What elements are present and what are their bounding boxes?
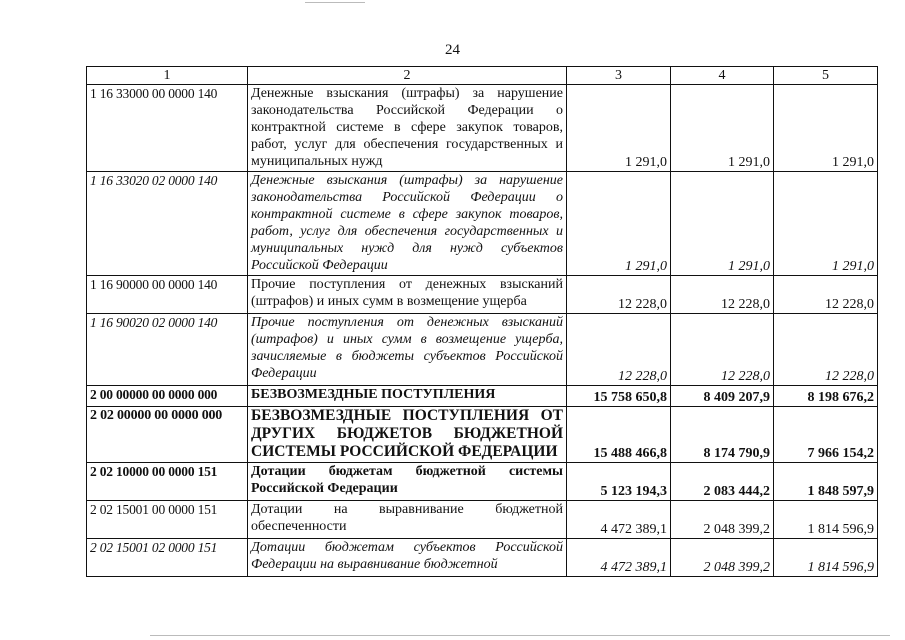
table-row — [87, 85, 878, 172]
item-name: Прочие поступления от денежных взысканий (штрафов) и иных сумм в возмещение ущерба — [248, 276, 567, 314]
value-col4: 8 409 207,9 — [671, 386, 774, 407]
value-col5: 12 228,0 — [774, 314, 878, 386]
table-row — [87, 463, 878, 501]
budget-table — [86, 66, 878, 577]
item-name: БЕЗВОЗМЕЗДНЫЕ ПОСТУПЛЕНИЯ — [248, 386, 567, 407]
budget-code: 1 16 33020 02 0000 140 — [87, 172, 248, 276]
column-header: 3 — [567, 67, 671, 85]
value-col3: 5 123 194,3 — [567, 463, 671, 501]
item-name: Денежные взыскания (штрафы) за нарушение законодательства Российской Федерации о контрактной системе в сфере закупок товаров, работ, услуг для обеспечения государственных и муниципальных нужд — [248, 85, 567, 172]
budget-code: 2 02 10000 00 0000 151 — [87, 463, 248, 501]
budget-code: 2 02 00000 00 0000 000 — [87, 407, 248, 463]
value-col5: 7 966 154,2 — [774, 407, 878, 463]
table-row — [87, 501, 878, 539]
item-name: Денежные взыскания (штрафы) за нарушение законодательства Российской Федерации о контрактной системе в сфере закупок товаров, работ, услуг для обеспечения государственных и муниципальных нужд для нужд субъектов Российской Федерации — [248, 172, 567, 276]
item-name: Дотации на выравнивание бюджетной обеспеченности — [248, 501, 567, 539]
value-col4: 2 083 444,2 — [671, 463, 774, 501]
item-name: Дотации бюджетам бюджетной системы Российской Федерации — [248, 463, 567, 501]
table-row — [87, 407, 878, 463]
value-col3: 15 758 650,8 — [567, 386, 671, 407]
value-col3: 15 488 466,8 — [567, 407, 671, 463]
value-col4: 2 048 399,2 — [671, 539, 774, 577]
budget-code: 2 02 15001 02 0000 151 — [87, 539, 248, 577]
column-header: 2 — [248, 67, 567, 85]
value-col5: 1 814 596,9 — [774, 501, 878, 539]
value-col4: 12 228,0 — [671, 276, 774, 314]
item-name: Прочие поступления от денежных взысканий (штрафов) и иных сумм в возмещение ущерба, зачисляемые в бюджеты субъектов Российской Федерации — [248, 314, 567, 386]
value-col4: 1 291,0 — [671, 172, 774, 276]
table-row — [87, 172, 878, 276]
item-name: Дотации бюджетам субъектов Российской Федерации на выравнивание бюджетной — [248, 539, 567, 577]
value-col5: 1 291,0 — [774, 85, 878, 172]
bottom-rule — [150, 635, 890, 636]
value-col5: 1 814 596,9 — [774, 539, 878, 577]
value-col3: 4 472 389,1 — [567, 501, 671, 539]
value-col4: 12 228,0 — [671, 314, 774, 386]
value-col4: 2 048 399,2 — [671, 501, 774, 539]
value-col4: 1 291,0 — [671, 85, 774, 172]
value-col3: 4 472 389,1 — [567, 539, 671, 577]
budget-code: 1 16 90000 00 0000 140 — [87, 276, 248, 314]
column-header: 1 — [87, 67, 248, 85]
value-col3: 1 291,0 — [567, 85, 671, 172]
value-col5: 1 848 597,9 — [774, 463, 878, 501]
column-header: 4 — [671, 67, 774, 85]
value-col3: 12 228,0 — [567, 276, 671, 314]
table-row — [87, 386, 878, 407]
item-name: БЕЗВОЗМЕЗДНЫЕ ПОСТУПЛЕНИЯ ОТ ДРУГИХ БЮДЖЕТОВ БЮДЖЕТНОЙ СИСТЕМЫ РОССИЙСКОЙ ФЕДЕРАЦИИ — [248, 407, 567, 463]
value-col4: 8 174 790,9 — [671, 407, 774, 463]
page-number: 24 — [445, 42, 460, 58]
value-col3: 1 291,0 — [567, 172, 671, 276]
budget-code: 1 16 90020 02 0000 140 — [87, 314, 248, 386]
value-col5: 1 291,0 — [774, 172, 878, 276]
table-row — [87, 314, 878, 386]
budget-code: 2 02 15001 00 0000 151 — [87, 501, 248, 539]
budget-code: 2 00 00000 00 0000 000 — [87, 386, 248, 407]
table-row — [87, 276, 878, 314]
value-col5: 12 228,0 — [774, 276, 878, 314]
table-row — [87, 539, 878, 577]
table-header-row — [87, 67, 878, 85]
value-col3: 12 228,0 — [567, 314, 671, 386]
value-col5: 8 198 676,2 — [774, 386, 878, 407]
column-header: 5 — [774, 67, 878, 85]
top-rule — [305, 2, 365, 3]
budget-code: 1 16 33000 00 0000 140 — [87, 85, 248, 172]
